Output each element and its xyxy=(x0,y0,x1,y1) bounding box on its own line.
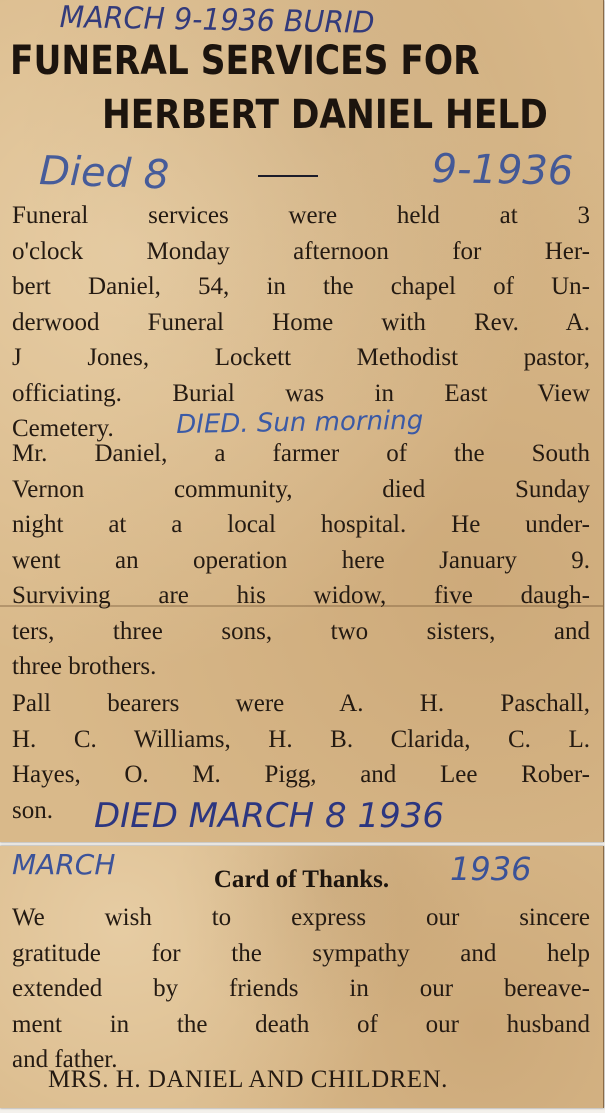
handwritten-burial-date: 9-1936 xyxy=(431,146,574,195)
text-line: bert Daniel, 54, in the chapel of Un- xyxy=(12,273,590,300)
card-of-thanks-title: Card of Thanks. xyxy=(213,866,390,893)
text-line: son. xyxy=(12,796,53,824)
text-line: derwood Funeral Home with Rev. A. xyxy=(12,308,590,336)
text-line: J Jones, Lockett Methodist pastor, xyxy=(12,344,590,371)
text-line: three brothers. xyxy=(12,653,157,680)
handwritten-march: MARCH xyxy=(12,848,116,881)
text-line: night at a local hospital. He under- xyxy=(12,511,590,538)
card-of-thanks-body xyxy=(12,900,590,1078)
handwritten-year: 1936 xyxy=(450,850,532,888)
text-line: officiating. Burial was in East View xyxy=(12,379,590,407)
text-line: ters, three sons, two sisters, and xyxy=(12,617,590,645)
text-line: Mr. Daniel, a farmer of the South xyxy=(12,440,590,467)
handwritten-sun-morning: DIED. Sun morning xyxy=(176,405,424,440)
text-line: Surviving are his widow, five daugh- xyxy=(12,582,590,609)
strike-mark xyxy=(258,175,318,177)
text-line: went an operation here January 9. xyxy=(12,546,590,574)
text-line: extended by friends in our bereave- xyxy=(12,975,590,1002)
text-line: We wish to express our sincere xyxy=(12,904,590,931)
text-line: Funeral services were held at 3 xyxy=(12,202,590,229)
handwritten-died-date: Died 8 xyxy=(38,148,170,199)
text-line: gratitude for the sympathy and help xyxy=(12,939,590,967)
headline-line-1: FUNERAL SERVICES FOR xyxy=(10,38,480,84)
headline-line-2: HERBERT DANIEL HELD xyxy=(102,92,548,138)
text-line: Pall bearers were A. H. Paschall, xyxy=(12,690,590,717)
text-line: H. C. Williams, H. B. Clarida, C. L. xyxy=(12,725,590,753)
obituary-paragraph-2 xyxy=(12,436,590,685)
text-line: and father. xyxy=(12,1046,118,1073)
text-line: ment in the death of our husband xyxy=(12,1010,590,1038)
text-line: Vernon community, died Sunday xyxy=(12,475,590,503)
handwritten-date-top: MARCH 9-1936 BURID xyxy=(59,0,375,41)
handwritten-died-march-8: DIED MARCH 8 1936 xyxy=(94,796,444,836)
text-line: Hayes, O. M. Pigg, and Lee Rober- xyxy=(12,761,590,788)
text-line: Cemetery. xyxy=(12,415,114,442)
text-line: o'clock Monday afternoon for Her- xyxy=(12,237,590,265)
card-signature: MRS. H. DANIEL AND CHILDREN. xyxy=(48,1066,448,1093)
